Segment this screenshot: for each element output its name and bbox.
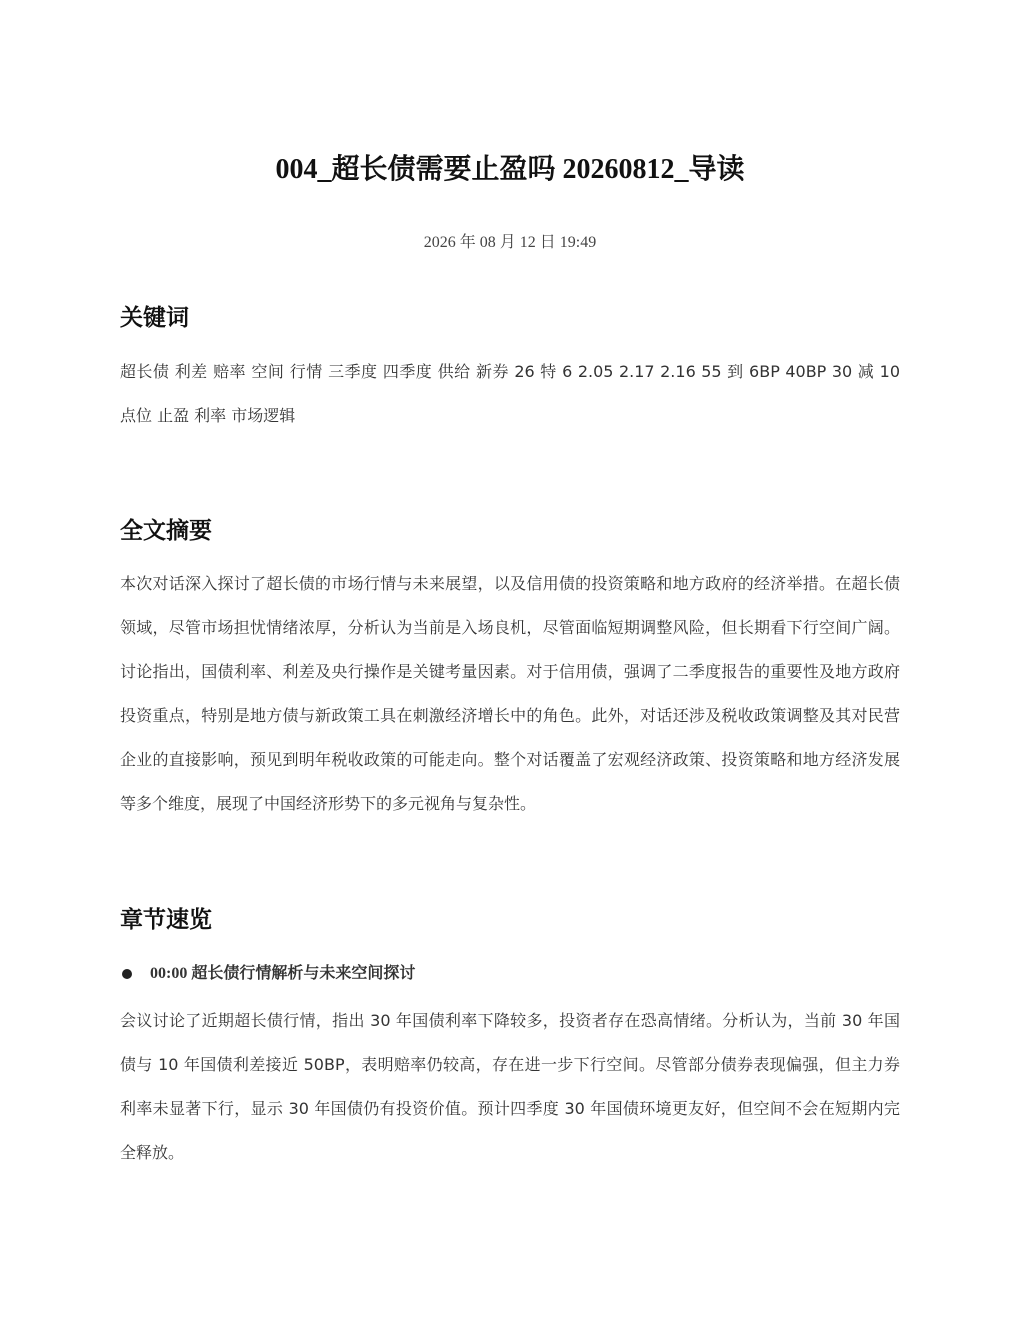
keywords-text: 超长债 利差 赔率 空间 行情 三季度 四季度 供给 新券 26 特 6 2.05 2.17 2.16 55 到 6BP 40BP 30 减 10 点位 止盈 利率 市场逻辑 [120, 362, 900, 425]
bullet-dot-icon [122, 969, 132, 979]
summary-heading: 全文摘要 [120, 518, 212, 544]
keywords-heading: 关键词 [120, 305, 189, 331]
chapters-heading: 章节速览 [120, 907, 212, 933]
chapter-text: 会议讨论了近期超长债行情，指出 30 年国债利率下降较多，投资者存在恐高情绪。分析认为，当前 30 年国债与 10 年国债利差接近 50BP，表明赔率仍较高，存在进一步下行空间。尽管部分债券表现偏强，但主力券利率未显著下行，显示 30 年国债仍有投资价值。预计四季度 30 年国债环境更友好，但空间不会在短期内完全释放。 [120, 1011, 900, 1162]
chapter-item [120, 960, 900, 990]
chapter-title: 00:00 超长债行情解析与未来空间探讨 [150, 965, 416, 982]
document-date: 2026 年 08 月 12 日 19:49 [423, 234, 597, 251]
summary-text: 本次对话深入探讨了超长债的市场行情与未来展望，以及信用债的投资策略和地方政府的经济举措。在超长债领域，尽管市场担忧情绪浓厚，分析认为当前是入场良机，尽管面临短期调整风险，但长期看下行空间广阔。讨论指出，国债利率、利差及央行操作是关键考量因素。对于信用债，强调了二季度报告的重要性及地方政府投资重点，特别是地方债与新政策工具在刺激经济增长中的角色。此外，对话还涉及税收政策调整及其对民营企业的直接影响，预见到明年税收政策的可能走向。整个对话覆盖了宏观经济政策、投资策略和地方经济发展等多个维度，展现了中国经济形势下的多元视角与复杂性。 [120, 574, 900, 813]
document-title: 004_超长债需要止盈吗 20260812_导读 [275, 154, 745, 185]
